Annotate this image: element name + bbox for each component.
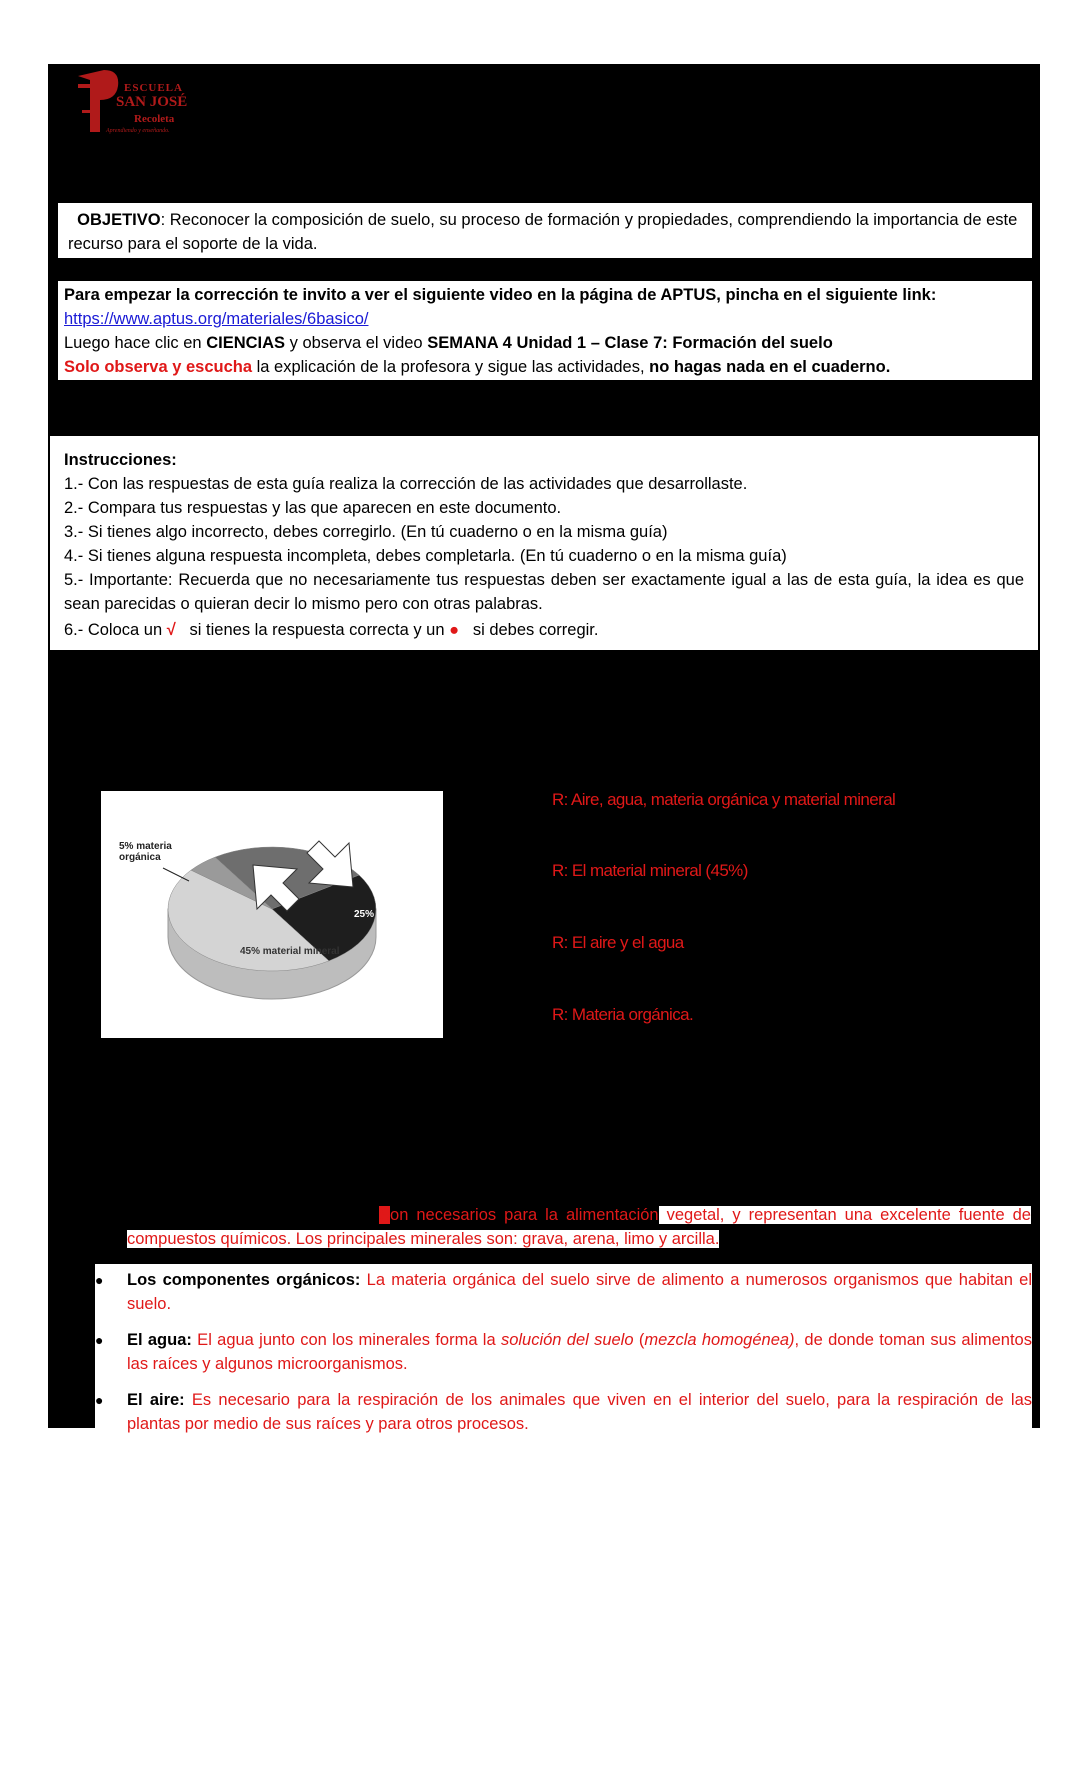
logo-slogan: Aprendiendo y enseñando. (106, 128, 170, 134)
mineral-s: S (379, 1206, 391, 1224)
logo-line-1: ESCUELA (124, 82, 183, 94)
pie-slice-label: 45% material mineral (240, 946, 340, 957)
video-no-cuaderno: no hagas nada en el cuaderno. (649, 358, 891, 376)
component-italic: mezcla homogénea) (644, 1331, 795, 1349)
aptus-link[interactable]: https://www.aptus.org/materiales/6basico/ (64, 310, 369, 328)
objective-label: OBJETIVO (77, 211, 161, 229)
school-logo (70, 66, 220, 136)
bullet-icon: ● (95, 1272, 104, 1288)
pie-slice-label: 5% materia orgánica (119, 841, 172, 863)
video-ciencias: CIENCIAS (206, 334, 286, 352)
instruction-item: 3.- Si tienes algo incorrecto, debes corregirlo. (En tú cuaderno o en la misma guía) (64, 523, 668, 541)
checkmark-icon: √ (166, 621, 176, 639)
answer-2: R: El material mineral (45%) (552, 861, 748, 880)
instruction-item: 4.- Si tienes alguna respuesta incompleta, debes completarla. (En tú cuaderno o en la misma guía) (64, 547, 787, 565)
instruction-item-6: 6.- Coloca un (64, 621, 167, 639)
answer-3: R: El aire y el agua (552, 933, 684, 952)
objective-box (58, 203, 1032, 258)
organic-pointer-line (163, 868, 189, 881)
pie-chart-svg (101, 791, 443, 1038)
red-dot-icon: ● (449, 621, 460, 639)
component-text: El agua junto con los minerales forma la (191, 1331, 501, 1349)
bullet-icon: ● (95, 1332, 104, 1348)
mineral-alimentacion: alimentación (565, 1206, 659, 1224)
soil-composition-chart (101, 791, 443, 1038)
component-text: , de donde toman sus alimentos las raíces y algunos microorganismos. (127, 1331, 1032, 1373)
component-italic: solución del suelo (500, 1331, 634, 1349)
component-text: Es necesario para la respiración de los animales que viven en el interior del suelo, para la respiración de las plantas por medio de sus raíces y para otros procesos. (127, 1391, 1032, 1433)
instructions-title: Instrucciones: (64, 451, 177, 469)
video-line4-text: la explicación de la profesora y sigue las actividades, (252, 358, 650, 376)
answer-1: R: Aire, agua, materia orgánica y material mineral (552, 790, 896, 809)
mineral-text-a: on necesarios para la (390, 1206, 566, 1224)
instruction-item: 1.- Con las respuestas de esta guía realiza la corrección de las actividades que desarrollaste. (64, 475, 748, 493)
objective-text: : Reconocer la composición de suelo, su proceso de formación y propiedades, comprendiendo la importancia de este recurso para el soporte de la vida. (68, 211, 1018, 253)
instructions-box (50, 436, 1038, 650)
instruction-item: 2.- Compara tus respuestas y las que aparecen en este documento. (64, 499, 562, 517)
answer-4: R: Materia orgánica. (552, 1005, 694, 1024)
video-solo-observa: Solo observa y escucha (64, 358, 253, 376)
instruction-item-6c: si debes corregir. (468, 621, 599, 639)
bullet-icon: ● (95, 1392, 104, 1408)
component-label: Los componentes orgánicos: (127, 1271, 361, 1289)
video-title: SEMANA 4 Unidad 1 – Clase 7: Formación del suelo (427, 334, 833, 352)
pie-slice-label: 25% agua (354, 909, 401, 920)
video-instructions-box (58, 281, 1032, 380)
mineral-components-text (127, 1203, 1031, 1251)
component-text: La materia orgánica del suelo sirve de alimento a numerosos organismos que habitan el suelo. (127, 1271, 1032, 1313)
instruction-item-6b: si tienes la respuesta correcta y un (184, 621, 450, 639)
video-line3-text2: y observa el video (285, 334, 428, 352)
logo-line-2: SAN JOSÉ (116, 94, 188, 110)
components-list (95, 1264, 1032, 1432)
mineral-text-c: vegetal, y representan una excelente fuente de compuestos químicos. Los principales minerales son: grava, arena, limo y arcilla. (127, 1206, 1031, 1248)
instruction-item: 5.- Importante: Recuerda que no necesariamente tus respuestas deben ser exactamente igual a las de esta guía, la idea es que sean parecidas o quieran decir lo mismo pero con otras palabras. (64, 571, 1024, 613)
component-label: El agua: (127, 1331, 192, 1349)
pie-slice-label: 25% aire (227, 836, 268, 847)
component-text: ( (633, 1331, 645, 1349)
component-label: El aire: (127, 1391, 185, 1409)
video-intro: Para empezar la corrección te invito a ver el siguiente video en la página de APTUS, pincha en el siguiente link: (64, 286, 937, 304)
video-line3-text: Luego hace clic en (64, 334, 207, 352)
logo-line-3: Recoleta (134, 113, 175, 125)
